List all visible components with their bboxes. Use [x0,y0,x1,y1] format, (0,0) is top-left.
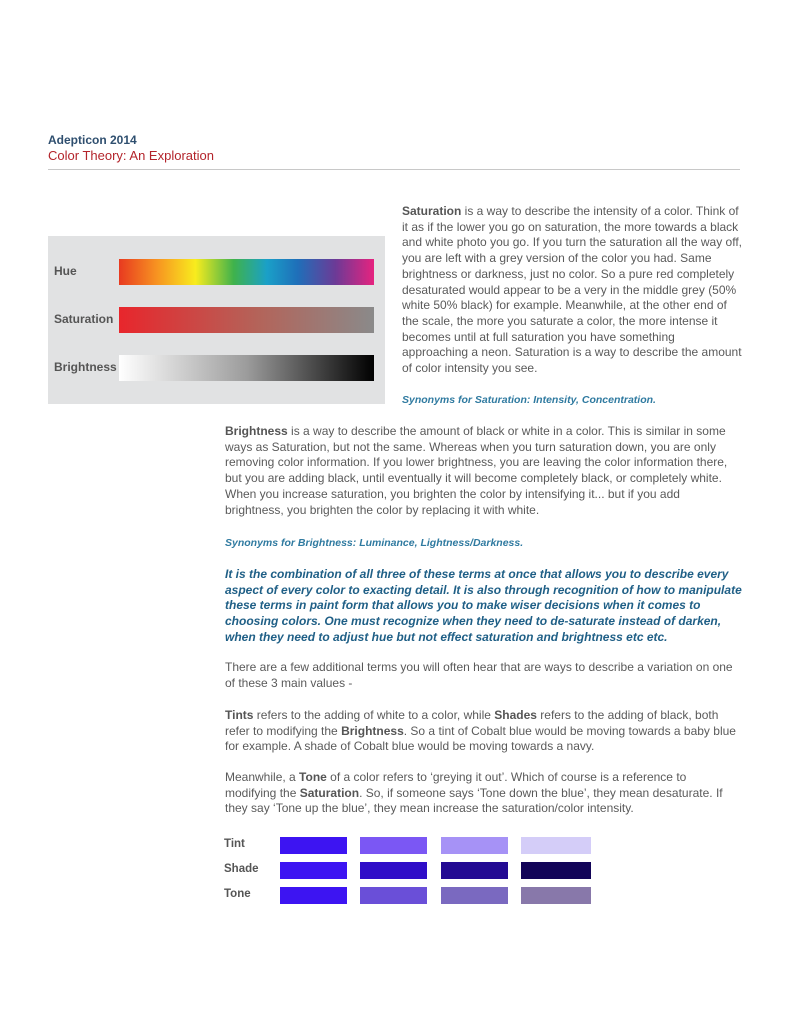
tints-text-3: . So a tint of Cobalt blue would be moving towards a baby blue for example. A shade of Cobalt blue would be moving towards a navy. [225,723,736,754]
saturation-gradient-bar [119,307,374,333]
shade-swatch [441,862,508,879]
shade-label: Shade [224,863,259,875]
document-title: Color Theory: An Exploration [48,148,214,163]
tone-text-2: of a color refers to ‘greying it out’. Which of course is a reference to modifying the [225,770,687,800]
header-divider [48,169,740,170]
saturation-synonyms: Synonyms for Saturation: Intensity, Concentration. [402,394,656,406]
tone-swatch [521,887,591,904]
tints-text-1: refers to the adding of white to a color, while [253,708,495,722]
tint-swatch [360,837,427,854]
tone-swatch [280,887,347,904]
shade-swatch [360,862,427,879]
shade-swatch [521,862,591,879]
tone-text-3: . So, if someone says ‘Tone down the blue’, they mean desaturate. If they say ‘Tone up the blue’, they mean increase the saturation/color intensity. [225,785,723,816]
saturation-ref-term: Saturation [299,785,360,800]
brightness-term: Brightness [225,424,288,438]
emphasis-paragraph: It is the combination of all three of these terms at once that allows you to describe every aspect of every color to exacting detail. It is also through recognition of how to manipulate these terms in paint form that allows you to make wiser decisions when it comes to choosing colors. One must recognize when they need to de-saturate instead of darken, when they need to adjust hue but not effect saturation and brightness etc etc. [225,567,742,644]
saturation-paragraph [402,204,742,377]
saturation-text: is a way to describe the intensity of a color. Think of it as if the lower you go on saturation, the more towards a black and white photo you go. If you turn the saturation all the way off, you are left with a grey version of the color you had. Same brightness or darkness, just no color. So a pure red completely desaturated would appear to be a very in the middle grey (50% white 50% black) for example. Meanwhile, at the other end of the scale, the more you saturate a color, the more intense it becomes until at full saturation you have something approaching a neon. Saturation is a way to describe the amount of color intensity you see. [402,204,742,376]
event-title: Adepticon 2014 [48,133,137,147]
tint-label: Tint [224,838,245,850]
brightness-synonyms: Synonyms for Brightness: Luminance, Lightness/Darkness. [225,537,524,549]
brightness-paragraph [225,424,740,518]
brightness-gradient-bar [119,355,374,381]
tone-term: Tone [299,770,327,784]
tint-swatch [441,837,508,854]
brightness-text: is a way to describe the amount of black or white in a color. This is similar in some ways as Saturation, but not the same. Whereas when you turn saturation down, you are only removing color information. If you lower brightness, you are leaving the color information there, but you are adding black, until eventually it will become completely black, or completely white. When you increase saturation, you brighten the color by intensifying it... but if you add brightness, you brighten the color by replacing it with white. [225,424,728,517]
hue-label: Hue [54,264,77,278]
tint-swatch [521,837,591,854]
tint-swatch [280,837,347,854]
tone-label: Tone [224,888,251,900]
tints-shades-paragraph [225,708,740,755]
tone-text-1: Meanwhile, a [225,770,300,784]
brightness-label: Brightness [54,360,117,374]
tints-text-2: refers to the adding of black, both refer to modifying the [225,708,719,738]
hue-gradient-bar [119,259,374,285]
saturation-term: Saturation [402,204,462,218]
hsb-figure [48,236,385,404]
shade-swatch [280,862,347,879]
tone-swatch [360,887,427,904]
tints-term: Tints [225,708,254,722]
additional-terms-paragraph: There are a few additional terms you will often hear that are ways to describe a variation on one of these 3 main values - [225,660,733,690]
saturation-label: Saturation [54,312,114,326]
shades-term: Shades [494,708,537,722]
tone-swatch [441,887,508,904]
brightness-ref-term: Brightness [341,723,404,738]
tone-paragraph [225,770,740,817]
